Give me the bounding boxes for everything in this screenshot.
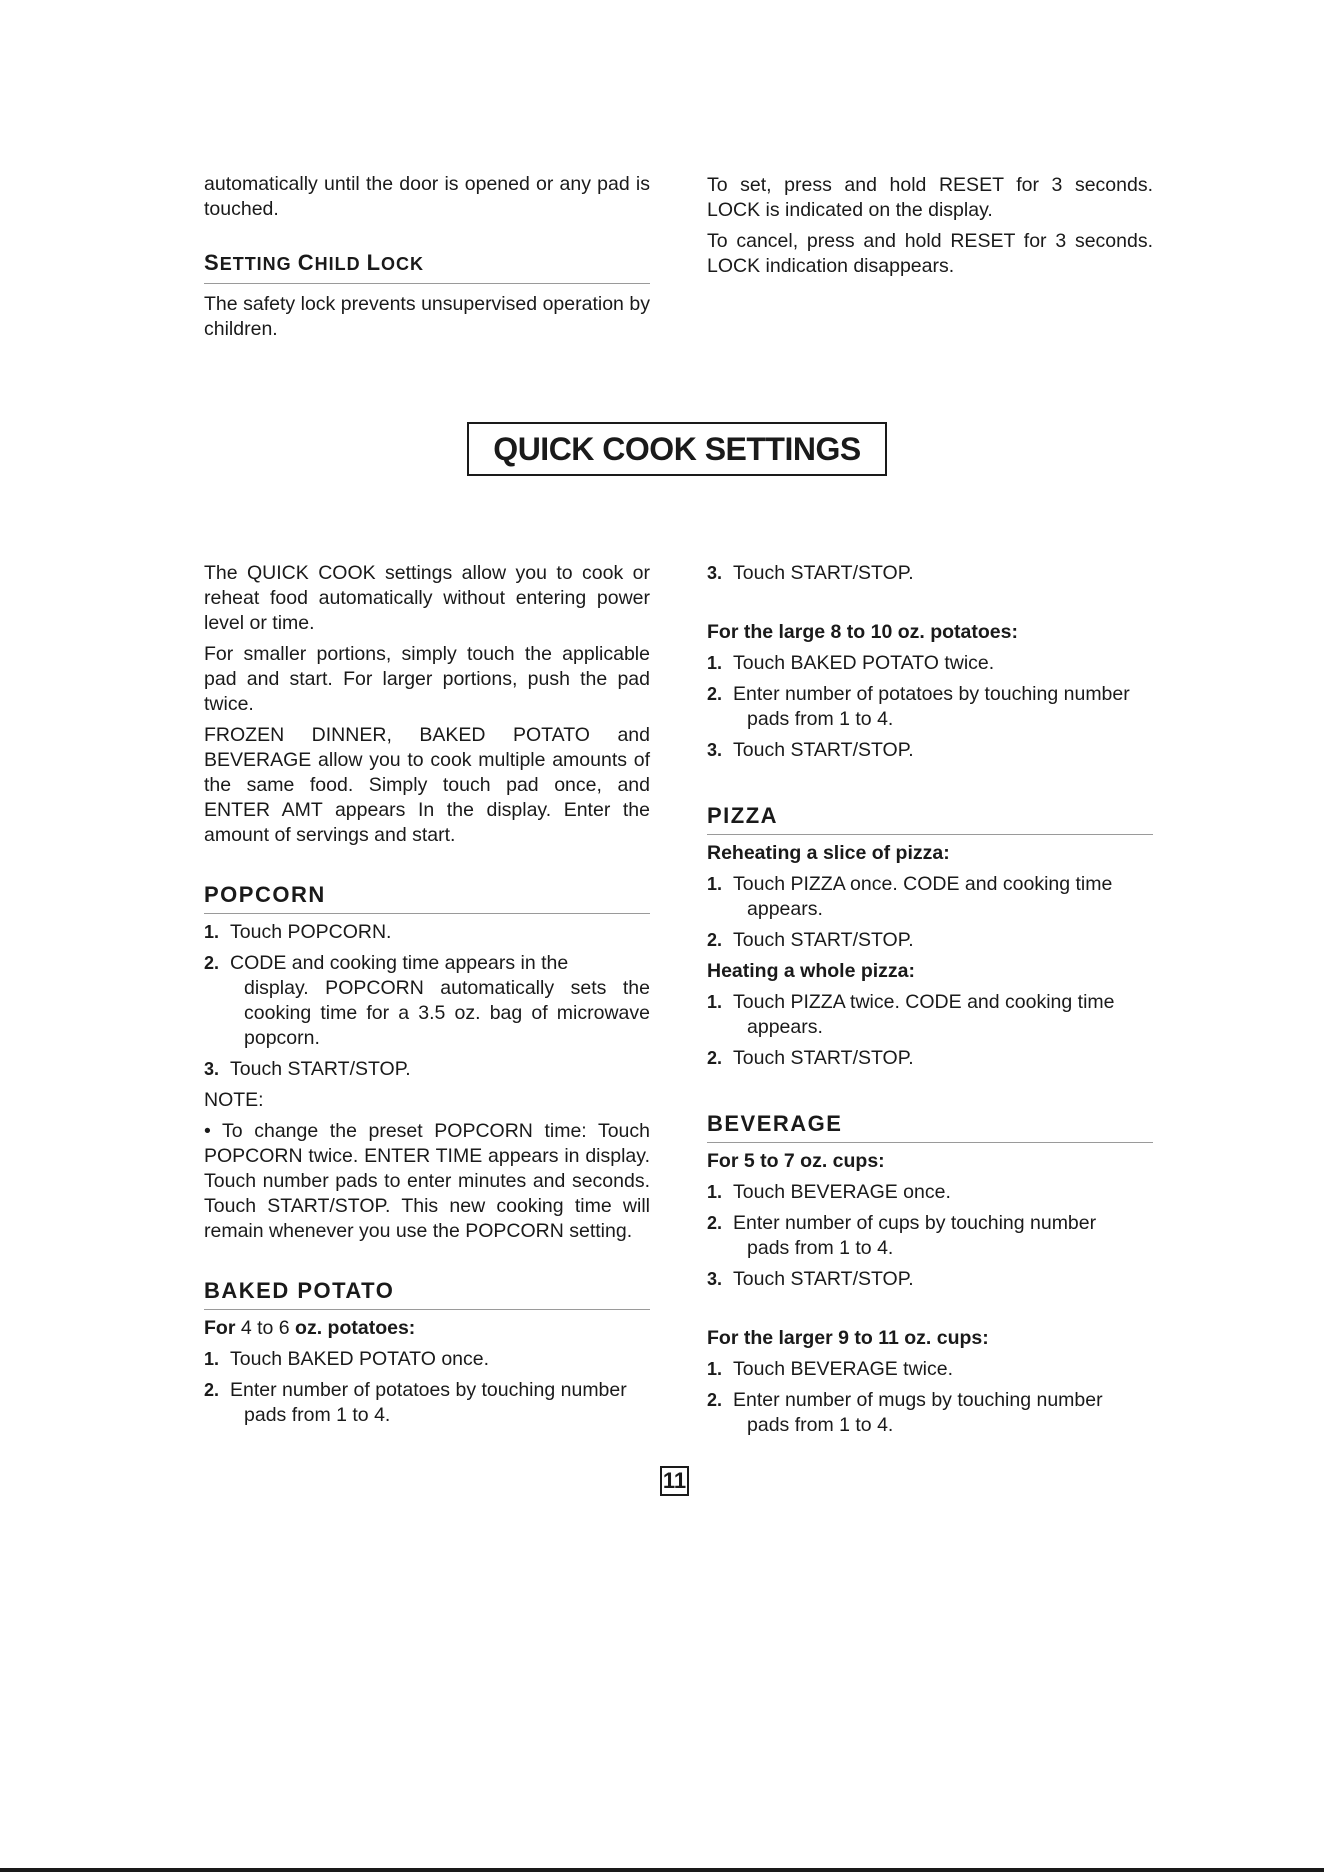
lock-set-instruction: To set, press and hold RESET for 3 seconds. LOCK is indicated on the display.: [707, 174, 1153, 221]
instruction-step: 2. Enter number of potatoes by touching number pads from 1 to 4.: [707, 683, 1130, 730]
instruction-step: 2. Enter number of potatoes by touching number pads from 1 to 4.: [204, 1379, 627, 1426]
child-lock-left-column: [204, 172, 650, 342]
instruction-step: 2. Enter number of cups by touching number pads from 1 to 4.: [707, 1212, 1097, 1259]
instruction-step: 1. Touch BAKED POTATO once.: [204, 1348, 490, 1370]
beverage-larger-cups-subheading: For the larger 9 to 11 oz. cups:: [707, 1327, 989, 1349]
intro-paragraph: FROZEN DINNER, BAKED POTATO and BEVERAGE allow you to cook multiple amounts of the same food. Simply touch pad once, and ENTER AMT appears In the display. Enter the amount of servings and start.: [204, 724, 650, 846]
setting-child-lock-heading: SETTING CHILD LOCK: [204, 250, 650, 284]
baked-potato-subheading: For 4 to 6 oz. potatoes:: [204, 1317, 416, 1339]
instruction-step: 3. Touch START/STOP.: [204, 1058, 411, 1080]
beverage-cups-subheading: For 5 to 7 oz. cups:: [707, 1150, 885, 1172]
instruction-step: 1. Touch PIZZA once. CODE and cooking time appears.: [707, 873, 1113, 920]
popcorn-note: • To change the preset POPCORN time: Touch POPCORN twice. ENTER TIME appears in display. Touch number pads to enter minutes and seconds. Touch START/STOP. This new cooking time will remain whenever you use the POPCORN setting.: [204, 1120, 650, 1242]
section-title: QUICK COOK SETTINGS: [467, 422, 887, 476]
instruction-step: 1. Touch PIZZA twice. CODE and cooking time appears.: [707, 991, 1115, 1038]
instruction-step: 3. Touch START/STOP.: [707, 739, 914, 761]
intro-paragraph: The QUICK COOK settings allow you to cook or reheat food automatically without entering power level or time.: [204, 562, 650, 634]
quick-cook-right-column: [707, 561, 1153, 1444]
baked-potato-heading: BAKED POTATO: [204, 1278, 650, 1310]
instruction-step: 3. Touch START/STOP.: [707, 562, 914, 584]
lock-cancel-instruction: To cancel, press and hold RESET for 3 seconds. LOCK indication disappears.: [707, 230, 1153, 277]
quick-cook-left-column: [204, 561, 650, 1434]
child-lock-description: The safety lock prevents unsupervised operation by children.: [204, 293, 650, 340]
instruction-step: 2. Touch START/STOP.: [707, 929, 914, 951]
child-lock-right-column: [707, 173, 1153, 279]
instruction-step: 2. CODE and cooking time appears in the display. POPCORN automatically sets the cooking time for a 3.5 oz. bag of microwave popcorn.: [204, 952, 650, 1049]
page-number: 11: [660, 1466, 689, 1496]
note-label: NOTE:: [204, 1089, 264, 1111]
continuation-text: automatically until the door is opened or any pad is touched.: [204, 173, 650, 220]
instruction-step: 2. Touch START/STOP.: [707, 1047, 914, 1069]
instruction-step: 1. Touch BEVERAGE twice.: [707, 1358, 954, 1380]
instruction-step: 1. Touch BEVERAGE once.: [707, 1181, 951, 1203]
pizza-slice-subheading: Reheating a slice of pizza:: [707, 842, 950, 864]
intro-paragraph: For smaller portions, simply touch the applicable pad and start. For larger portions, push the pad twice.: [204, 643, 650, 715]
instruction-step: 2. Enter number of mugs by touching number pads from 1 to 4.: [707, 1389, 1103, 1436]
large-potatoes-subheading: For the large 8 to 10 oz. potatoes:: [707, 621, 1018, 643]
instruction-step: 3. Touch START/STOP.: [707, 1268, 914, 1290]
popcorn-heading: POPCORN: [204, 882, 650, 914]
instruction-step: 1. Touch POPCORN.: [204, 921, 392, 943]
pizza-heading: PIZZA: [707, 803, 1153, 835]
instruction-step: 1. Touch BAKED POTATO twice.: [707, 652, 995, 674]
pizza-whole-subheading: Heating a whole pizza:: [707, 960, 916, 982]
bottom-rule: [0, 1868, 1324, 1872]
beverage-heading: BEVERAGE: [707, 1111, 1153, 1143]
